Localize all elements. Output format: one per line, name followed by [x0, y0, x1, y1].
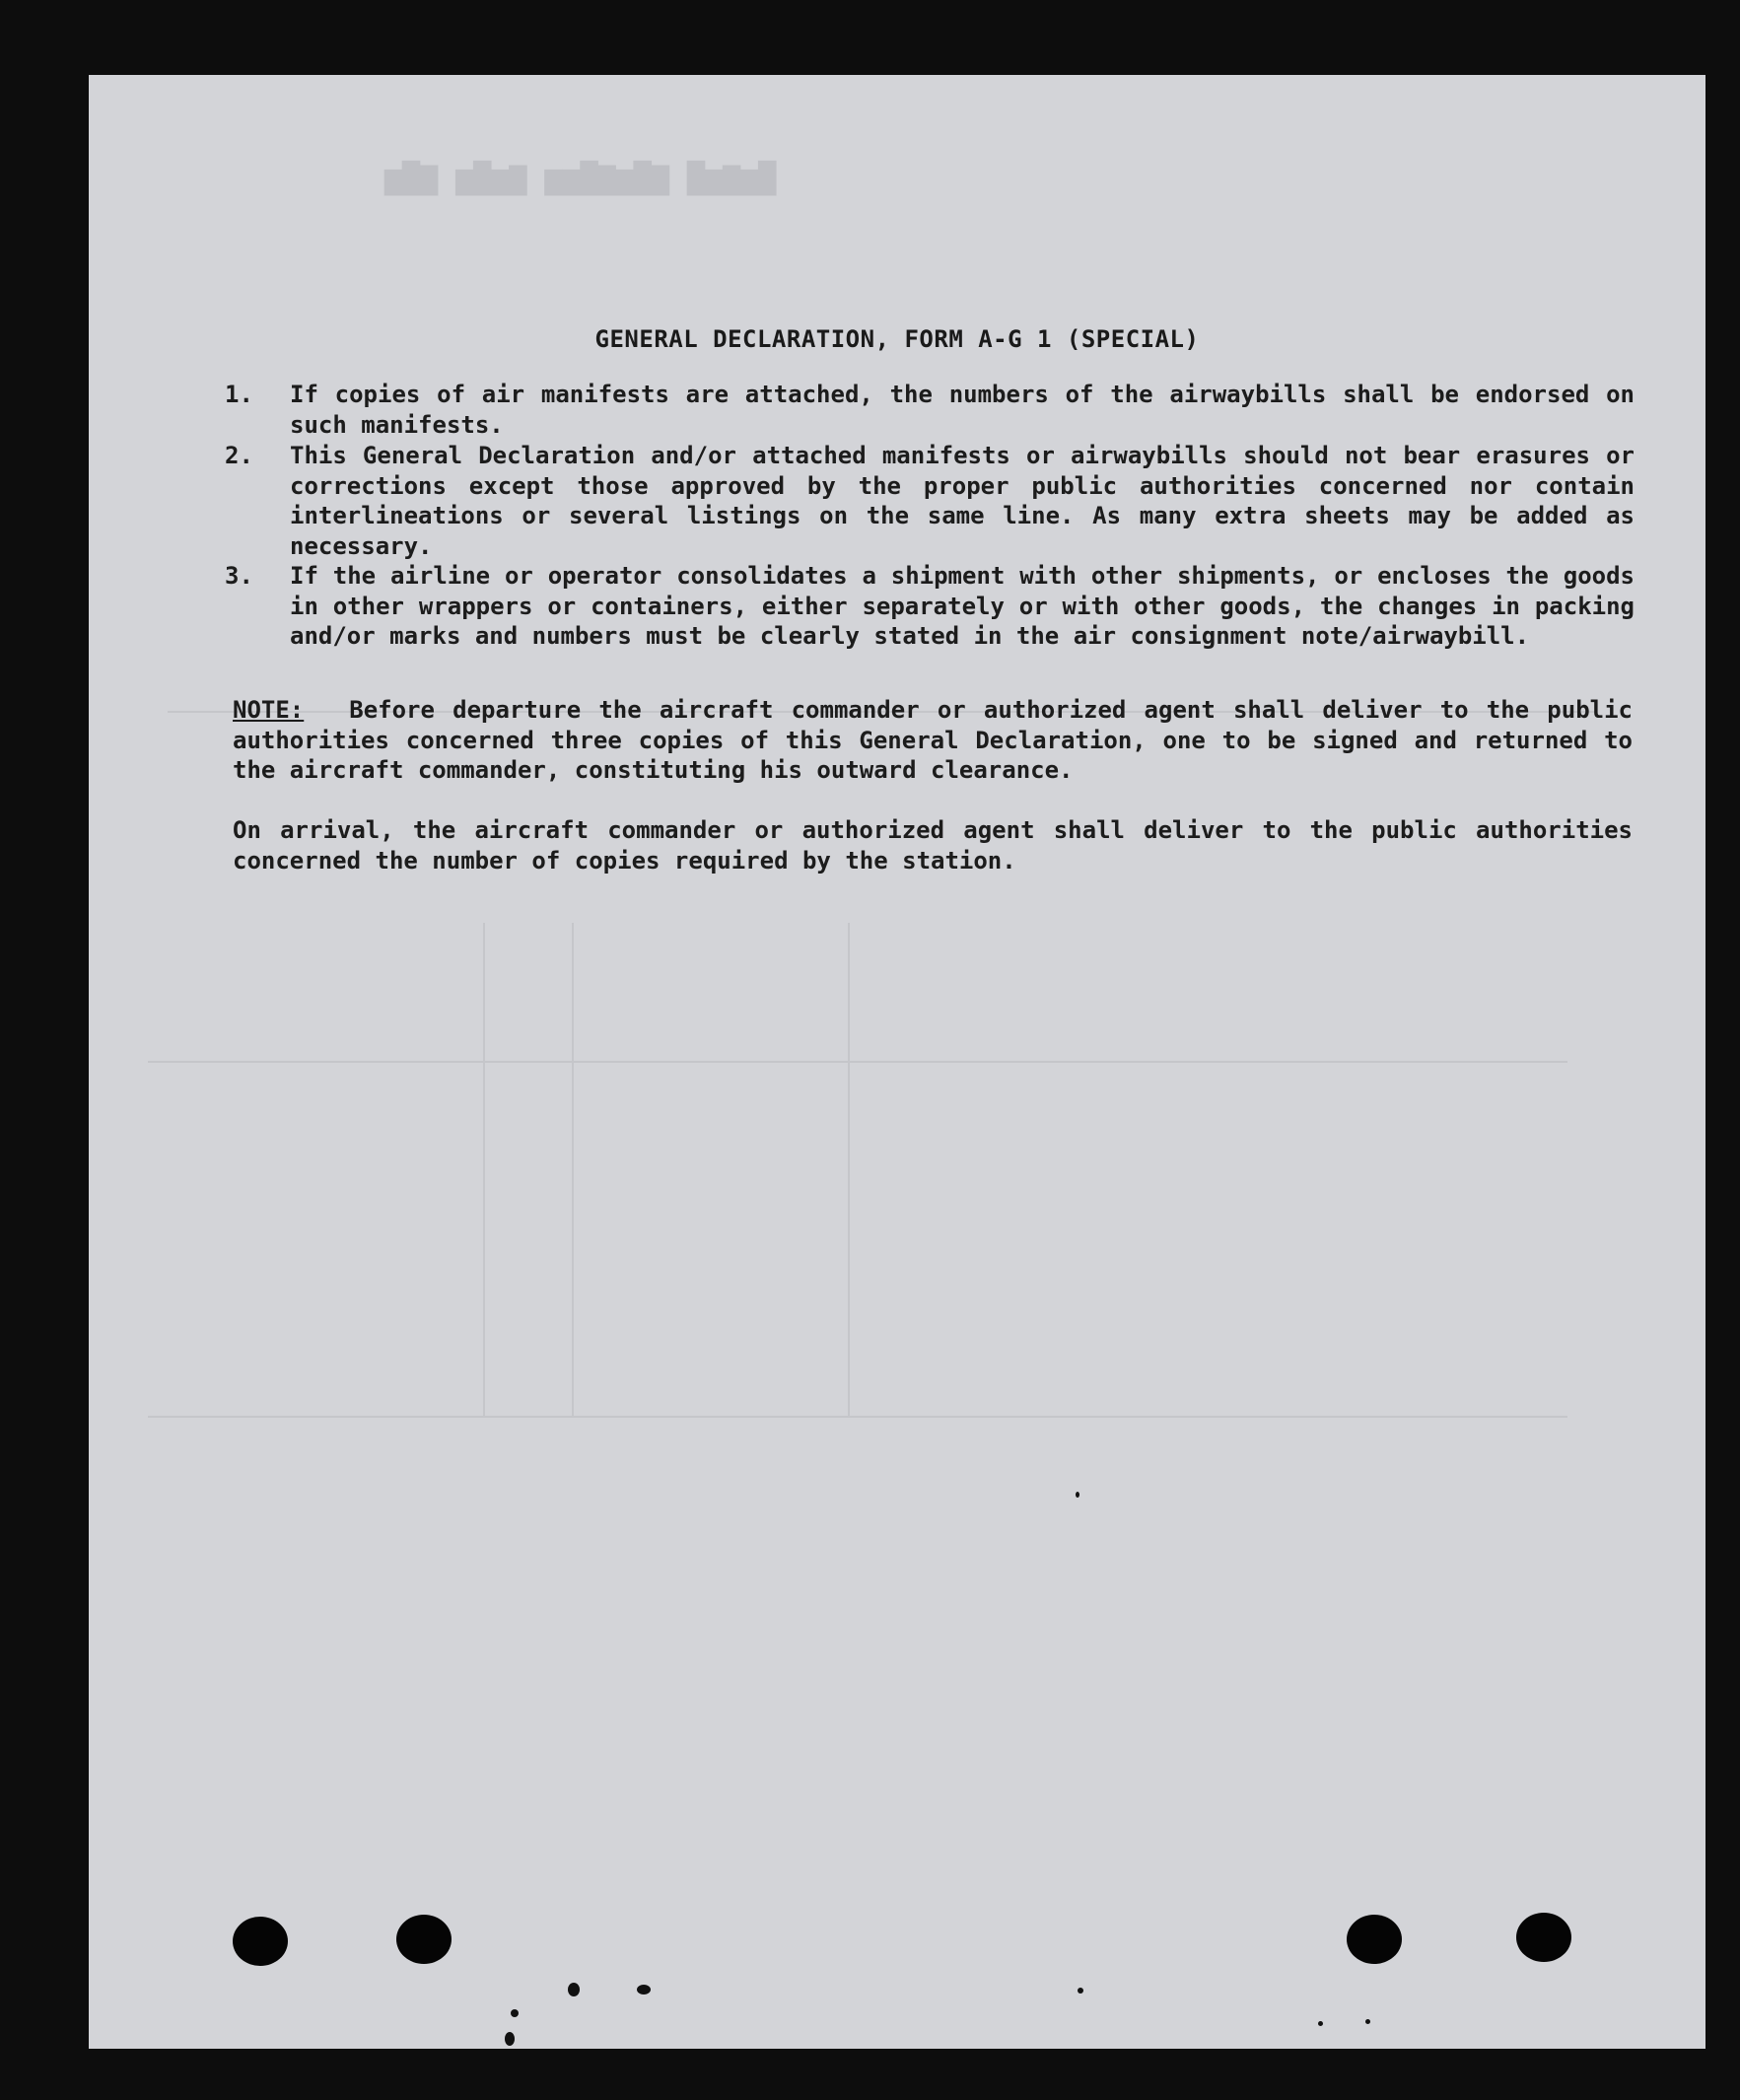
bleed-through-text: █▆▇▆█ ▇█▆▇█▆▆ ▇▆█▆ ▇█▆: [384, 162, 777, 196]
list-item: [225, 561, 1635, 652]
speck: [637, 1985, 651, 1995]
punch-hole: [233, 1917, 288, 1966]
document-page: [89, 75, 1705, 2049]
speck: [1078, 1988, 1083, 1994]
item-text: If copies of air manifests are attached, the numbers of the airwaybills shall be endorsed on such manifests.: [290, 381, 1635, 439]
item-text: This General Declaration and/or attached manifests or airwaybills should not bear erasures or corrections except those approved by the proper public authorities concerned nor contain interlineations or several listings on the same line. As many extra sheets may be added as necessary.: [290, 442, 1635, 560]
speck: [1318, 2021, 1323, 2026]
list-item: [225, 441, 1635, 561]
item-number: 2.: [225, 442, 253, 469]
item-text: If the airline or operator consolidates a shipment with other shipments, or encloses the goods in other wrappers or containers, either separately or with other goods, the changes in packing and/or marks and numbers must be clearly stated in the air consignment note/airwaybill.: [290, 562, 1635, 650]
bleed-through-line: [848, 923, 850, 1416]
item-number: 1.: [225, 381, 253, 408]
note-paragraph: [233, 695, 1633, 786]
bleed-through-line: [148, 1061, 1567, 1063]
bleed-through-line: [148, 1416, 1567, 1418]
bleed-through-line: [572, 923, 574, 1416]
punch-hole: [1516, 1913, 1571, 1962]
speck: [511, 2009, 519, 2017]
punch-hole: [396, 1915, 452, 1964]
speck: [1076, 1492, 1079, 1498]
item-number: 3.: [225, 562, 253, 590]
note-label: NOTE:: [233, 696, 305, 724]
list-item: [225, 380, 1635, 440]
bleed-through-line: [483, 923, 485, 1416]
speck: [505, 2032, 515, 2046]
punch-hole: [1347, 1915, 1402, 1964]
arrival-paragraph: On arrival, the aircraft commander or authorized agent shall deliver to the public authorities concerned the number of copies required by the station.: [233, 816, 1633, 875]
speck: [568, 1983, 580, 1996]
note-text: Before departure the aircraft commander or authorized agent shall deliver to the public authorities concerned three copies of this General Declaration, one to be signed and returned to the aircraft commander, constituting his outward clearance.: [233, 696, 1633, 784]
page-title: GENERAL DECLARATION, FORM A-G 1 (SPECIAL): [594, 325, 1200, 353]
speck: [1365, 2019, 1370, 2024]
